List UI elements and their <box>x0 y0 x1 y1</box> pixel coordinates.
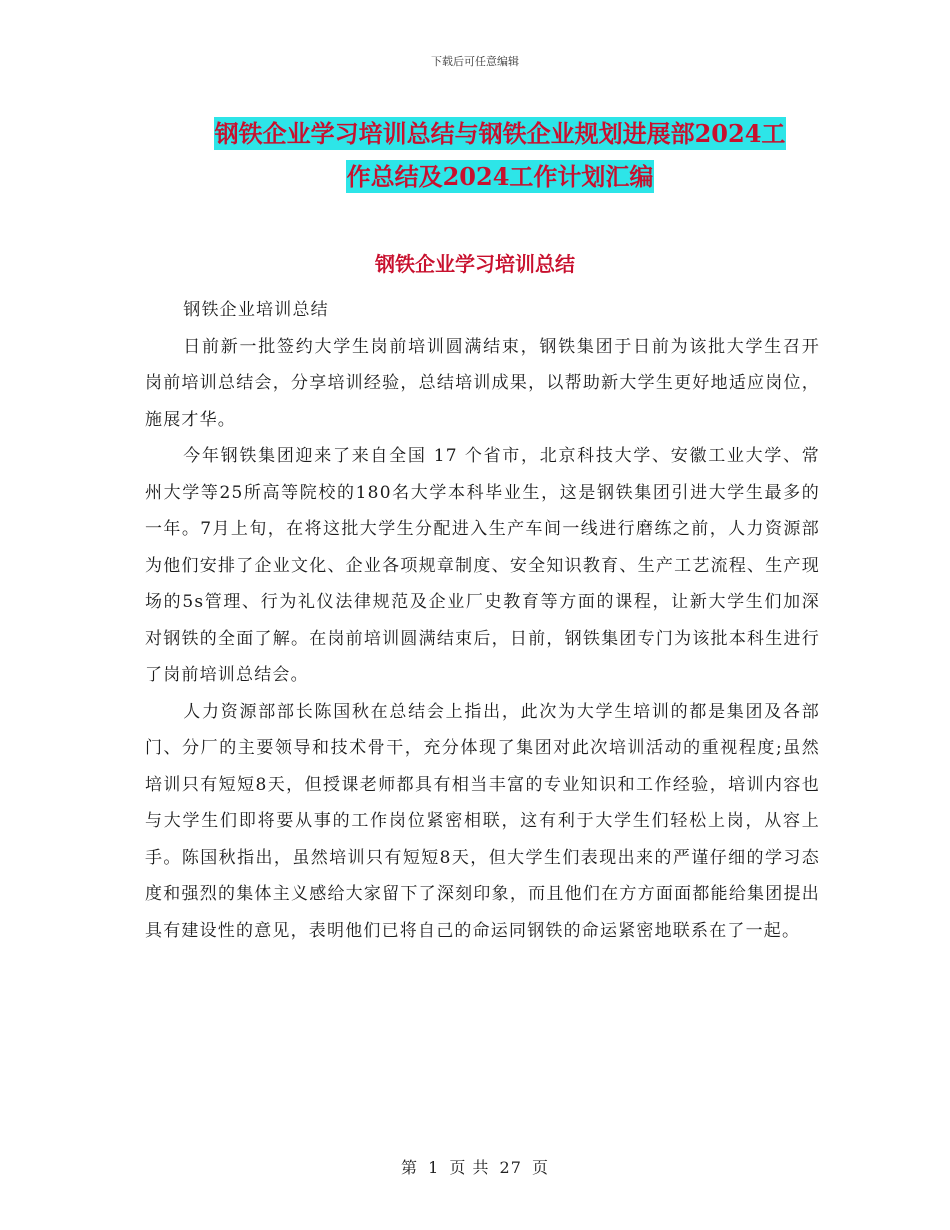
document-title-line-1: 钢铁企业学习培训总结与钢铁企业规划进展部2024工 <box>214 119 786 148</box>
paragraph: 人力资源部部长陈国秋在总结会上指出，此次为大学生培训的都是集团及各部门、分厂的主要领导和技术骨干，充分体现了集团对此次培训活动的重视程度;虽然培训只有短短8天，但授课老师都具有相当丰富的专业知识和工作经验，培训内容也与大学生们即将要从事的工作岗位紧密相联，这有利于大学生们轻松上岗，从容上手。陈国秋指出，虽然培训只有短短8天，但大学生们表现出来的严谨仔细的学习态度和强烈的集体主义感给大家留下了深刻印象，而且他们在方方面面都能给集团提出具有建设性的意见，表明他们已将自己的命运同钢铁的命运紧密地联系在了一起。 <box>145 701 820 941</box>
page-footer <box>0 1155 950 1178</box>
footer-middle: 页 共 <box>449 1158 490 1177</box>
paragraph: 今年钢铁集团迎来了来自全国 17 个省市，北京科技大学、安徽工业大学、常州大学等25所高等院校的180名大学本科毕业生，这是钢铁集团引进大学生最多的一年。7月上旬，在将这批大学生分配进入生产车间一线进行磨练之前，人力资源部为他们安排了企业文化、企业各项规章制度、安全知识教育、生产工艺流程、生产现场的5s管理、行为礼仪法律规范及企业厂史教育等方面的课程，让新大学生们加深对钢铁的全面了解。在岗前培训圆满结束后，日前，钢铁集团专门为该批本科生进行了岗前培训总结会。 <box>145 446 820 685</box>
page-total: 27 <box>499 1158 522 1177</box>
document-title-line-2: 作总结及2024工作计划汇编 <box>346 162 654 191</box>
paragraph: 钢铁企业培训总结 <box>183 300 329 320</box>
page-number: 1 <box>428 1158 440 1177</box>
section-title: 钢铁企业学习培训总结 <box>375 252 575 276</box>
document-title <box>140 112 860 198</box>
paragraph: 日前新一批签约大学生岗前培训圆满结束，钢铁集团于日前为该批大学生召开岗前培训总结会，分享培训经验，总结培训成果，以帮助新大学生更好地适应岗位，施展才华。 <box>145 336 820 430</box>
footer-suffix: 页 <box>532 1158 550 1177</box>
footer-prefix: 第 <box>400 1158 418 1177</box>
document-body <box>145 292 820 949</box>
header-note: 下载后可任意编辑 <box>431 55 519 68</box>
